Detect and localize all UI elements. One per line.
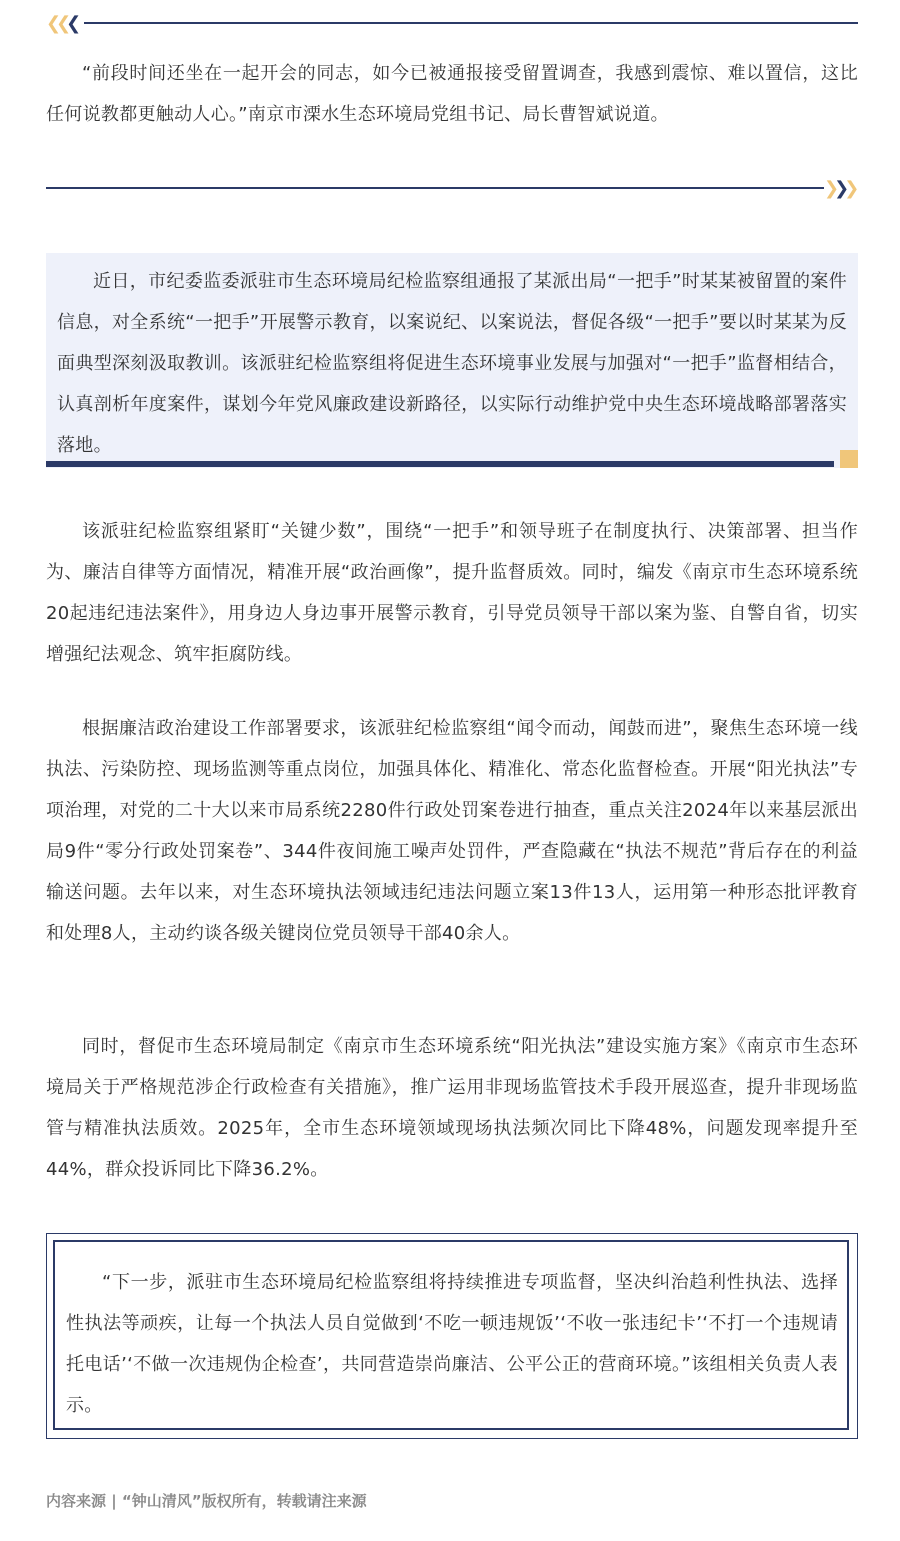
- body-paragraph-1: 该派驻纪检监察组紧盯“关键少数”，围绕“一把手”和领导班子在制度执行、决策部署、担当作为、廉洁自律等方面情况，精准开展“政治画像”，提升监督质效。同时，编发《南京市生态环境系统20起违纪违法案件》，用身边人身边事开展警示教育，引导党员领导干部以案为鉴、自警自省，切实增强纪法观念、筑牢拒腐防线。: [46, 521, 858, 665]
- highlight-underline-bar: [46, 461, 834, 467]
- framed-quote-text: “下一步，派驻市生态环境局纪检监察组将持续推进专项监督，坚决纠治趋利性执法、选择性执法等顽疾，让每一个执法人员自觉做到‘不吃一顿违规饭’‘不收一张违纪卡’‘不打一个违规请托电话’‘不做一次违规伪企检查’，共同营造崇尚廉洁、公平公正的营商环境。”该组相关负责人表示。: [66, 1272, 838, 1416]
- double-chevron-right-icon: ❯❯❯: [824, 178, 855, 199]
- quote-top-divider: [84, 22, 858, 24]
- quote-bottom-divider: [46, 187, 824, 189]
- highlight-paragraph: 近日，市纪委监委派驻市生态环境局纪检监察组通报了某派出局“一把手”时某某被留置的案件信息，对全系统“一把手”开展警示教育，以案说纪、以案说法，督促各级“一把手”要以时某某为反面典型深刻汲取教训。该派驻纪检监察组将促进生态环境事业发展与加强对“一把手”监督相结合，认真剖析年度案件，谋划今年党风廉政建设新路径，以实际行动维护党中央生态环境战略部署落实落地。: [57, 271, 847, 456]
- highlight-accent-square: [840, 450, 858, 468]
- opening-quote: “前段时间还坐在一起开会的同志，如今已被通报接受留置调查，我感到震惊、难以置信，这比任何说教都更触动人心。”南京市溧水生态环境局党组书记、局长曹智斌说道。: [46, 63, 858, 125]
- double-chevron-left-icon: ❮❮❮: [46, 13, 77, 34]
- body-paragraph-3: 同时，督促市生态环境局制定《南京市生态环境系统“阳光执法”建设实施方案》《南京市生态环境局关于严格规范涉企行政检查有关措施》，推广运用非现场监管技术手段开展巡查，提升非现场监管与精准执法质效。2025年，全市生态环境领域现场执法频次同比下降48%，问题发现率提升至44%，群众投诉同比下降36.2%。: [46, 1036, 858, 1180]
- source-footer: 内容来源 | “钟山清风”版权所有，转载请注来源: [46, 1492, 367, 1510]
- body-paragraph-2: 根据廉洁政治建设工作部署要求，该派驻纪检监察组“闻令而动，闻鼓而进”，聚焦生态环境一线执法、污染防控、现场监测等重点岗位，加强具体化、精准化、常态化监督检查。开展“阳光执法”专项治理，对党的二十大以来市局系统2280件行政处罚案卷进行抽查，重点关注2024年以来基层派出局9件“零分行政处罚案卷”、344件夜间施工噪声处罚件，严查隐藏在“执法不规范”背后存在的利益输送问题。去年以来，对生态环境执法领域违纪违法问题立案13件13人，运用第一种形态批评教育和处理8人，主动约谈各级关键岗位党员领导干部40余人。: [46, 718, 858, 944]
